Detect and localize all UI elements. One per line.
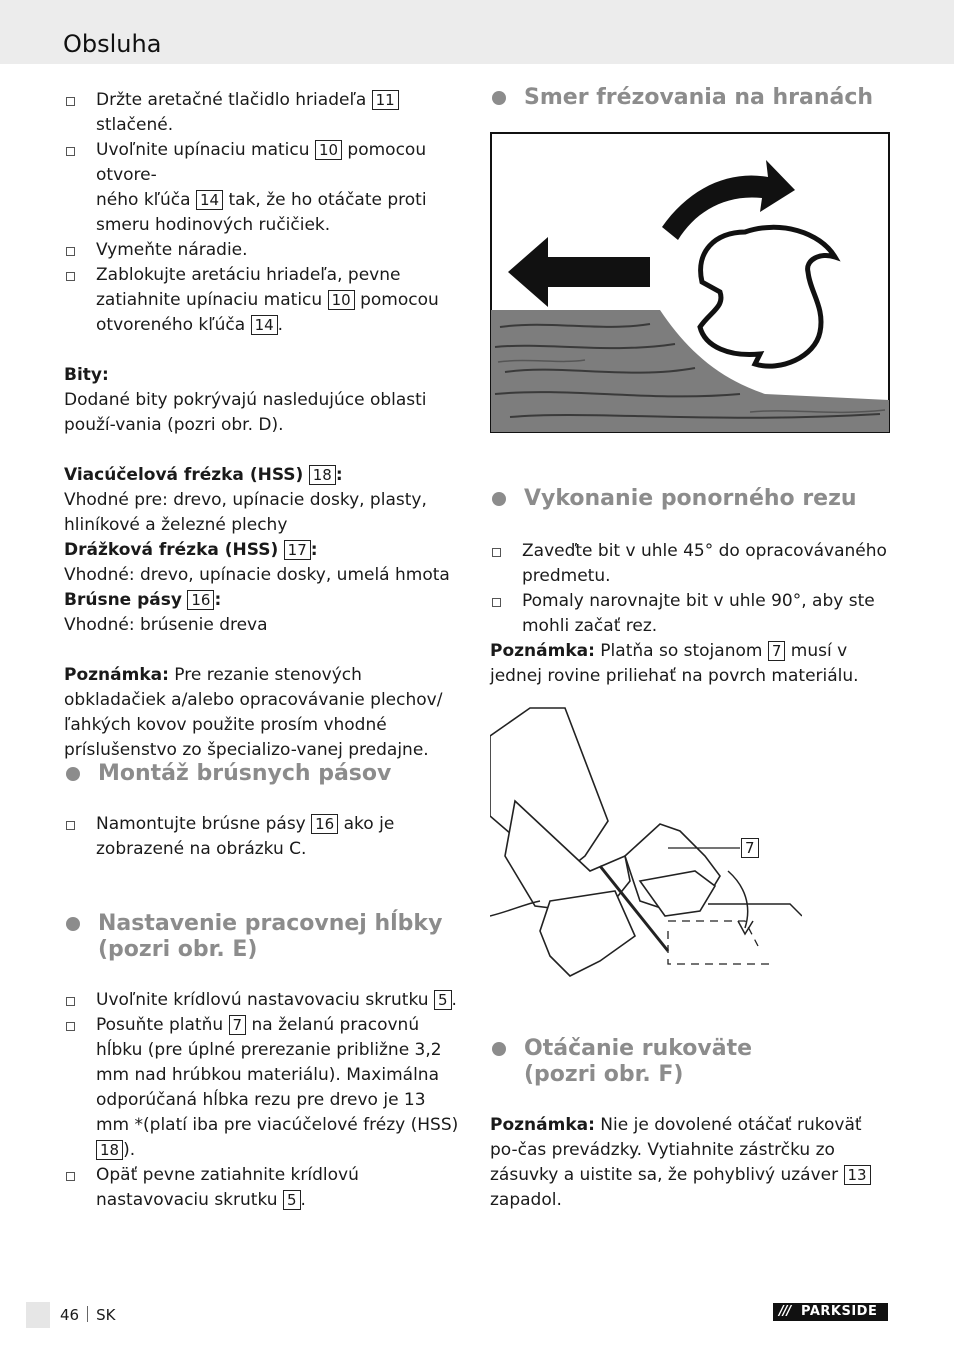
list-item: Zablokujte aretáciu hriadeľa, pevne zatiahnite upínaciu maticu 10 pomocou otvoreného kľúča 14 . [64, 263, 464, 338]
reference-number: 18 [96, 1140, 123, 1160]
bits-heading: Bity: [64, 365, 109, 385]
section-heading: Vykonanie ponorného rezu [490, 486, 890, 512]
groove-text: Vhodné: drevo, upínacie dosky, umelá hmota [64, 565, 450, 585]
bullet-dot-icon [66, 767, 80, 781]
bullet-square-icon [66, 272, 75, 281]
list-item: Zaveďte bit v uhle 45° do opracovávaného predmetu. [490, 539, 890, 589]
bullet-square-icon [66, 1022, 75, 1031]
section-edge-milling [490, 85, 890, 111]
section-rotate-handle [490, 1036, 890, 1213]
hss-heading: Viacúčelová frézka (HSS) 18 : [64, 465, 343, 485]
footer-page-info [60, 1303, 115, 1327]
figure-callout: 7 [741, 838, 759, 858]
bullet-square-icon [66, 247, 75, 256]
bullet-square-icon [492, 548, 501, 557]
reference-number: 7 [229, 1015, 247, 1035]
reference-number: 5 [434, 990, 452, 1010]
bullet-dot-icon [492, 492, 506, 506]
list-item: Namontujte brúsne pásy 16 ako je zobrazené na obrázku C. [64, 812, 464, 862]
belt-text: Vhodné: brúsenie dreva [64, 615, 268, 635]
reference-number: 16 [187, 590, 214, 610]
reference-number: 14 [251, 315, 278, 335]
parkside-logo: /// PARKSIDE [773, 1303, 888, 1321]
footer-marker [26, 1302, 50, 1328]
list-item: Posuňte platňu 7 na želanú pracovnú hĺbku (pre úplné prerezanie približne 3,2 mm nad hrúbkou materiálu). Maximálna odporúčaná hĺbka rezu pre drevo je 13 mm *(platí iba pre viacúčelové frézy (HSS) 18 ). [64, 1013, 464, 1163]
hss-text: Vhodné pre: drevo, upínacie dosky, plasty, hliníkové a železné plechy [64, 490, 427, 535]
bullet-dot-icon [492, 91, 506, 105]
reference-number: 5 [283, 1190, 301, 1210]
section-heading: Nastavenie pracovnej hĺbky (pozri obr. E) [64, 911, 464, 963]
list-item: Držte aretačné tlačidlo hriadeľa 11 stlačené. [64, 88, 464, 138]
bullet-square-icon [66, 147, 75, 156]
bullet-dot-icon [66, 917, 80, 931]
reference-number: 17 [284, 540, 311, 560]
montaz-list [64, 812, 464, 862]
bits-text: Dodané bity pokrývajú nasledujúce oblasti použí-vania (pozri obr. D). [64, 390, 427, 435]
section-plunge-cut [490, 486, 890, 689]
divider [87, 1306, 88, 1322]
reference-number: 7 [768, 641, 786, 661]
section-heading: Otáčanie rukoväte (pozri obr. F) [490, 1036, 890, 1088]
reference-number: 11 [372, 90, 399, 110]
plunge-note: Poznámka: Platňa so stojanom 7 musí v jednej rovine priliehať na povrch materiálu. [490, 641, 859, 686]
section-heading: Smer frézovania na hranách [490, 85, 890, 111]
note-paragraph: Poznámka: Pre rezanie stenových obkladačiek a/alebo opracovávanie plechov/ľahkých kovov použite prosím vhodné príslušenstvo zo špecializo-vanej predajne. [64, 665, 443, 760]
reference-number: 18 [309, 465, 336, 485]
left-column [64, 88, 464, 763]
section-montaz [64, 761, 464, 862]
list-item: Vymeňte náradie. [64, 238, 464, 263]
bullet-square-icon [66, 97, 75, 106]
edge-milling-direction-figure [490, 132, 890, 433]
belt-heading: Brúsne pásy 16 : [64, 590, 222, 610]
language-code: SK [96, 1306, 116, 1324]
bullet-square-icon [66, 997, 75, 1006]
reference-number: 14 [196, 190, 223, 210]
rotate-note: Poznámka: Nie je dovolené otáčať rukoväť po-čas prevádzky. Vytiahnite zástrčku zo zásuvky a uistite sa, že pohyblivý uzáver 13 zapadol. [490, 1113, 890, 1213]
list-item: Opäť pevne zatiahnite krídlovú nastavovaciu skrutku 5 . [64, 1163, 464, 1213]
depth-list [64, 988, 464, 1213]
plunge-list [490, 539, 890, 639]
bullet-dot-icon [492, 1042, 506, 1056]
list-item: Uvoľnite upínaciu maticu 10 pomocou otvore- ného kľúča 14 tak, že ho otáčate proti smeru hodinových ručičiek. [64, 138, 464, 238]
steps-list-1 [64, 88, 464, 338]
list-item: Pomaly narovnajte bit v uhle 90°, aby ste mohli začať rez. [490, 589, 890, 639]
section-heading: Montáž brúsnych pásov [64, 761, 464, 787]
section-depth [64, 911, 464, 1213]
groove-heading: Drážková frézka (HSS) 17 : [64, 540, 318, 560]
reference-number: 16 [311, 814, 338, 834]
list-item: Uvoľnite krídlovú nastavovaciu skrutku 5 . [64, 988, 464, 1013]
reference-number: 10 [328, 290, 355, 310]
reference-number: 13 [844, 1165, 871, 1185]
bullet-square-icon [66, 821, 75, 830]
bullet-square-icon [66, 1172, 75, 1181]
reference-number: 10 [315, 140, 342, 160]
page-title: Obsluha [63, 30, 162, 58]
page-number: 46 [60, 1306, 80, 1324]
bullet-square-icon [492, 598, 501, 607]
